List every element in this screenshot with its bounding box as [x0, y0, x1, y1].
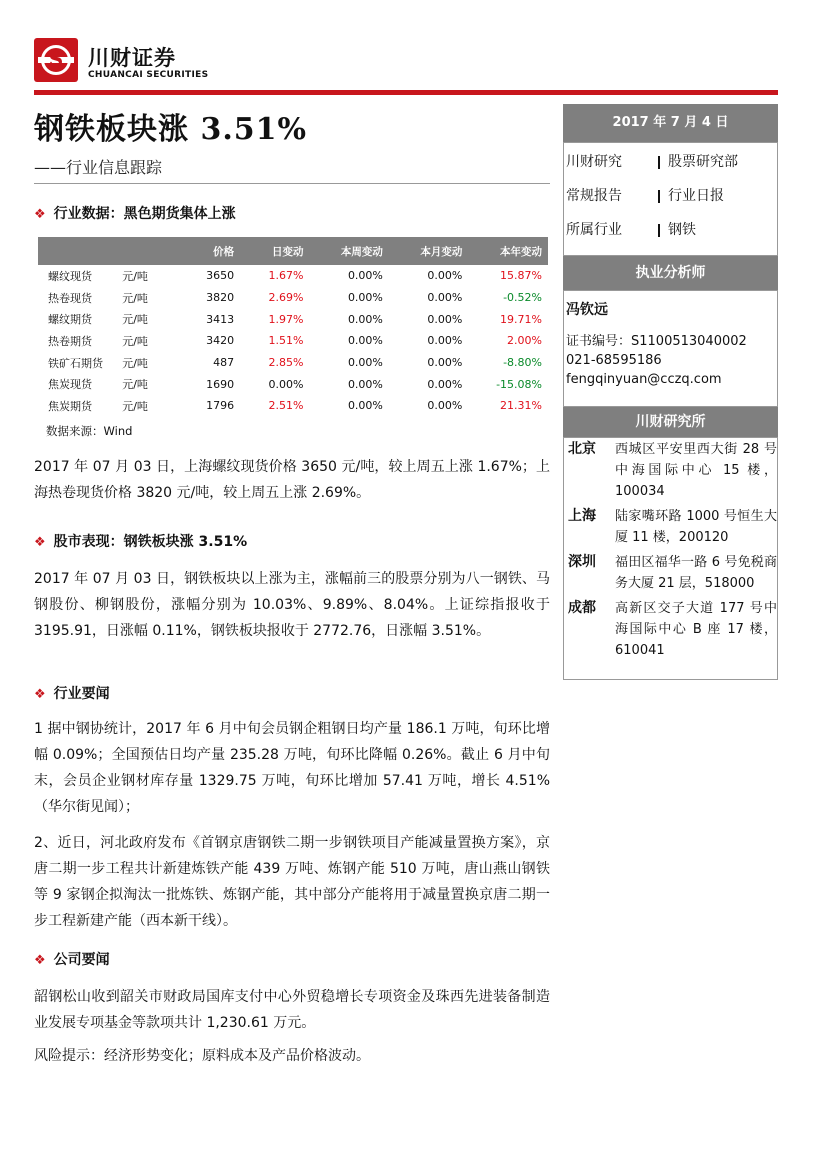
table-row [38, 308, 548, 330]
row-unit-cell: 元/吨 [122, 356, 148, 370]
price-table [38, 237, 548, 417]
row-year-change-cell: 19.71% [500, 312, 542, 326]
row-month-change-cell: 0.00% [427, 399, 463, 413]
row-month-change-cell: 0.00% [427, 356, 463, 370]
row-year-change-cell: 2.00% [507, 334, 542, 348]
row-year-change-cell: 15.87% [500, 269, 542, 283]
paragraph-market: 2017 年 07 月 03 日，钢铁板块以上涨为主，涨幅前三的股票分别为八一钢铁、马钢股份、柳钢股份，涨幅分别为 10.03%、9.89%、8.04%。上证综指报收于 3195.91，日涨幅 0.11%，钢铁板块报收于 2772.76，日涨幅 3.51%。 [34, 571, 550, 639]
row-month-change-cell: 0.00% [427, 291, 463, 305]
row-month-change-cell: 0.00% [427, 377, 463, 391]
company-name-cn: 川财证券 [88, 46, 176, 70]
analyst-cert: 证书编号：S1100513040002 [566, 334, 747, 349]
row-day-change-cell: 2.69% [268, 291, 304, 305]
paragraph-spot-prices: 2017 年 07 月 03 日，上海螺纹现货价格 3650 元/吨，较上周五上涨 1.67%；上海热卷现货价格 3820 元/吨，较上周五上涨 2.69%。 [34, 459, 550, 501]
institute-box [563, 437, 778, 680]
table-header: 本月变动 [389, 237, 468, 265]
institute-heading: 川财研究所 [563, 407, 778, 437]
row-price-cell: 1796 [206, 399, 235, 413]
row-year-change-cell: -15.08% [496, 377, 542, 391]
section-heading-industry-data: ❖ 行业数据：黑色期货集体上涨 [34, 206, 236, 222]
section-heading-market: ❖ 股市表现：钢铁板块涨 3.51% [34, 534, 248, 550]
office-beijing: 北京 西城区平安里西大街 28 号中海国际中心 15 楼，100034 [568, 441, 777, 499]
paragraph-news-1: 1 据中钢协统计，2017 年 6 月中旬会员钢企粗钢日均产量 186.1 万吨，旬环比增幅 0.09%；全国预估日均产量 235.28 万吨，旬环比降幅 0.26%。截止 6 月中旬末，会员企业钢材库存量 1329.75 万吨，旬环比增加 57.41 万吨，增长 4.51%（华尔街见闻）； [34, 721, 550, 815]
paragraph-news-2: 2、近日，河北政府发布《首钢京唐钢铁二期一步钢铁项目产能减量置换方案》，京唐二期一步工程共计新建炼铁产能 439 万吨、炼钢产能 510 万吨，唐山燕山钢铁等 9 家钢企拟淘汰一批炼铁、炼钢产能，其中部分产能将用于减量置换京唐二期一步工程新建产能（西本新干线）。 [34, 835, 550, 929]
row-price-cell: 3420 [206, 334, 235, 348]
row-week-change-cell: 0.00% [347, 312, 383, 326]
row-name-cell: 焦炭现货 [48, 378, 92, 392]
row-name-cell: 热卷期货 [48, 334, 92, 348]
info-row: 所属行业 钢铁 [566, 222, 696, 238]
report-date: 2017 年 7 月 4 日 [563, 104, 778, 142]
row-week-change-cell: 0.00% [347, 334, 383, 348]
row-unit-cell: 元/吨 [122, 291, 148, 305]
row-week-change-cell: 0.00% [347, 269, 383, 283]
data-source: 数据来源：Wind [46, 424, 133, 438]
table-header [116, 237, 177, 265]
row-week-change-cell: 0.00% [347, 399, 383, 413]
row-unit-cell: 元/吨 [122, 378, 148, 392]
row-day-change-cell: 1.97% [268, 312, 304, 326]
office-shanghai: 上海 陆家嘴环路 1000 号恒生大厦 11 楼，200120 [568, 508, 777, 545]
analyst-email[interactable]: fengqinyuan@cczq.com [566, 372, 722, 387]
row-week-change-cell: 0.00% [347, 356, 383, 370]
row-unit-cell: 元/吨 [122, 269, 148, 283]
report-info-box [563, 142, 778, 256]
row-month-change-cell: 0.00% [427, 312, 463, 326]
table-row [38, 373, 548, 395]
office-chengdu: 成都 高新区交子大道 177 号中海国际中心 B 座 17 楼，610041 [568, 600, 777, 658]
row-day-change-cell: 1.51% [268, 334, 304, 348]
row-week-change-cell: 0.00% [347, 291, 383, 305]
table-header: 本周变动 [309, 237, 388, 265]
diamond-bullet-icon: ❖ [34, 535, 46, 550]
table-row [38, 265, 548, 287]
header-divider [34, 90, 778, 95]
analyst-heading: 执业分析师 [563, 256, 778, 290]
logo-s-icon: S [48, 47, 64, 71]
row-name-cell: 热卷现货 [48, 291, 92, 305]
table-row [38, 330, 548, 352]
table-row [38, 352, 548, 374]
paragraph-company: 韶钢松山收到韶关市财政局国库支付中心外贸稳增长专项资金及珠西先进装备制造业发展专项基金等款项共计 1,230.61 万元。 [34, 989, 550, 1031]
info-row: 常规报告 行业日报 [566, 188, 724, 204]
row-name-cell: 螺纹期货 [48, 313, 92, 327]
diamond-bullet-icon: ❖ [34, 953, 46, 968]
row-day-change-cell: 0.00% [268, 377, 304, 391]
row-year-change-cell: 21.31% [500, 399, 542, 413]
row-unit-cell: 元/吨 [122, 313, 148, 327]
info-row: 川财研究 股票研究部 [566, 154, 738, 170]
company-name-en: CHUANCAI SECURITIES [88, 70, 209, 80]
analyst-name: 冯钦远 [566, 302, 608, 318]
risk-warning: 风险提示：经济形势变化；原料成本及产品价格波动。 [34, 1048, 370, 1064]
row-price-cell: 3650 [206, 269, 235, 283]
row-name-cell: 焦炭期货 [48, 399, 92, 413]
row-price-cell: 3413 [206, 312, 235, 326]
row-day-change-cell: 2.85% [268, 356, 304, 370]
row-year-change-cell: -0.52% [503, 291, 542, 305]
row-day-change-cell: 2.51% [268, 399, 304, 413]
section-heading-news: ❖ 行业要闻 [34, 686, 110, 702]
row-price-cell: 1690 [206, 377, 235, 391]
title-divider [34, 183, 550, 184]
table-header: 价格 [177, 237, 240, 265]
row-month-change-cell: 0.00% [427, 269, 463, 283]
analyst-box [563, 290, 778, 407]
table-row [38, 287, 548, 309]
analyst-phone: 021-68595186 [566, 353, 662, 368]
table-header: 本年变动 [468, 237, 548, 265]
row-month-change-cell: 0.00% [427, 334, 463, 348]
row-name-cell: 螺纹现货 [48, 269, 92, 283]
report-title: 钢铁板块涨 3.51% [34, 112, 308, 147]
row-day-change-cell: 1.67% [268, 269, 304, 283]
report-subtitle: ——行业信息跟踪 [34, 158, 163, 177]
row-year-change-cell: -8.80% [503, 356, 542, 370]
table-header: 日变动 [240, 237, 309, 265]
office-shenzhen: 深圳 福田区福华一路 6 号免税商务大厦 21 层，518000 [568, 554, 777, 591]
company-logo [34, 38, 78, 82]
table-header-row [38, 237, 548, 265]
row-name-cell: 铁矿石期货 [48, 356, 103, 370]
section-heading-company: ❖ 公司要闻 [34, 952, 110, 968]
diamond-bullet-icon: ❖ [34, 687, 46, 702]
row-price-cell: 3820 [206, 291, 235, 305]
row-unit-cell: 元/吨 [122, 399, 148, 413]
diamond-bullet-icon: ❖ [34, 207, 46, 222]
table-row [38, 395, 548, 417]
table-header [38, 237, 116, 265]
row-unit-cell: 元/吨 [122, 334, 148, 348]
row-price-cell: 487 [213, 356, 235, 370]
row-week-change-cell: 0.00% [347, 377, 383, 391]
